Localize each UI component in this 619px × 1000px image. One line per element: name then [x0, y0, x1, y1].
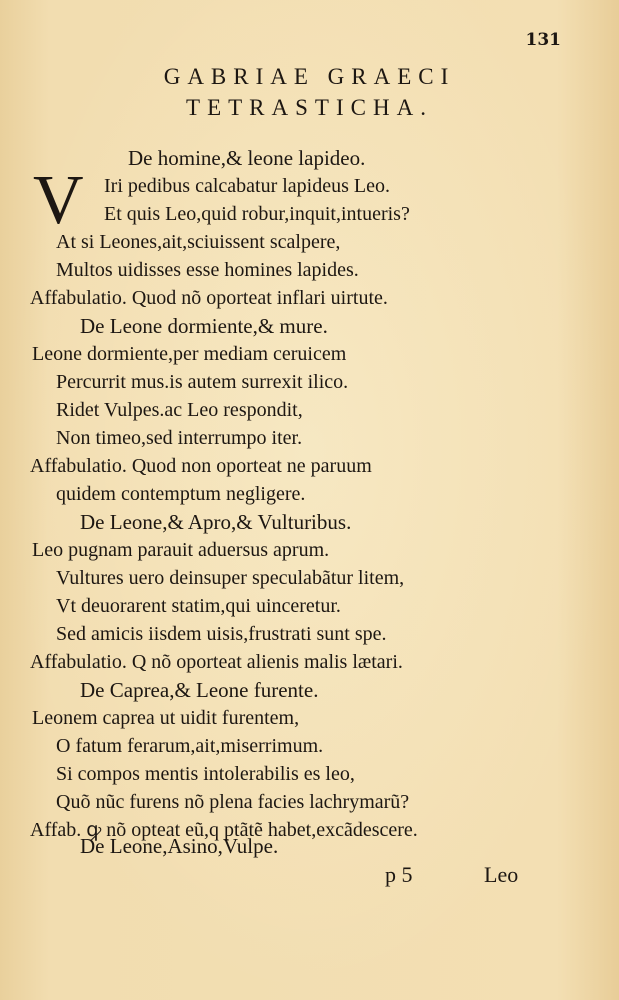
fable-title: De Leone,& Apro,& Vulturibus.	[80, 510, 352, 534]
running-head-line-2: TETRASTICHA.	[186, 95, 433, 120]
verse-line: Leo pugnam parauit aduersus aprum.	[32, 539, 330, 561]
verse-line: Si compos mentis intolerabilis es leo,	[56, 763, 355, 785]
moral-line: Affabulatio. Quod nõ oporteat inflari uirtute.	[30, 287, 388, 309]
verse-line: Et quis Leo,quid robur,inquit,intueris?	[104, 203, 410, 225]
verse-line: Quõ nũc furens nõ plena facies lachrymarũ?	[56, 791, 410, 813]
fable-title: De Leone,Asino,Vulpe.	[80, 834, 279, 858]
fable-title: De Caprea,& Leone furente.	[80, 678, 319, 702]
verse-line: Iri pedibus calcabatur lapideus Leo.	[104, 175, 390, 197]
verse-line: At si Leones,ait,sciuissent scalpere,	[56, 231, 341, 253]
verse-line: Leone dormiente,per mediam ceruicem	[32, 343, 347, 365]
moral-line: Affabulatio. Quod non oporteat ne paruum	[30, 455, 372, 477]
verse-line: Percurrit mus.is autem surrexit ilico.	[56, 371, 349, 393]
verse-line: Ridet Vulpes.ac Leo respondit,	[56, 399, 303, 421]
verse-line: Leonem caprea ut uidit furentem,	[32, 707, 300, 729]
verse-line: Multos uidisses esse homines lapides.	[56, 259, 359, 281]
verse-line: Vultures uero deinsuper speculabãtur litem,	[56, 567, 405, 589]
moral-line: Affab. ꝙ nõ opteat eũ,q ptãtẽ habet,excãdescere.	[30, 819, 418, 841]
page-number: 131	[525, 30, 561, 50]
verse-line: Non timeo,sed interrumpo iter.	[56, 427, 303, 449]
verse-line: O fatum ferarum,ait,miserrimum.	[56, 735, 324, 757]
verse-line: Vt deuorarent statim,qui uinceretur.	[56, 595, 341, 617]
moral-line: quidem contemptum negligere.	[56, 483, 306, 505]
verse-line: Sed amicis iisdem uisis,frustrati sunt spe.	[56, 623, 387, 645]
moral-line: Affabulatio. Q nõ oporteat alienis malis lætari.	[30, 651, 403, 673]
signature-mark: p 5	[385, 862, 413, 887]
running-head-line-1: GABRIAE GRAECI	[163, 64, 456, 89]
fable-title: De homine,& leone lapideo.	[128, 146, 366, 170]
drop-capital: V	[33, 162, 84, 239]
catchword: Leo	[484, 862, 519, 887]
fable-title: De Leone dormiente,& mure.	[80, 314, 328, 338]
